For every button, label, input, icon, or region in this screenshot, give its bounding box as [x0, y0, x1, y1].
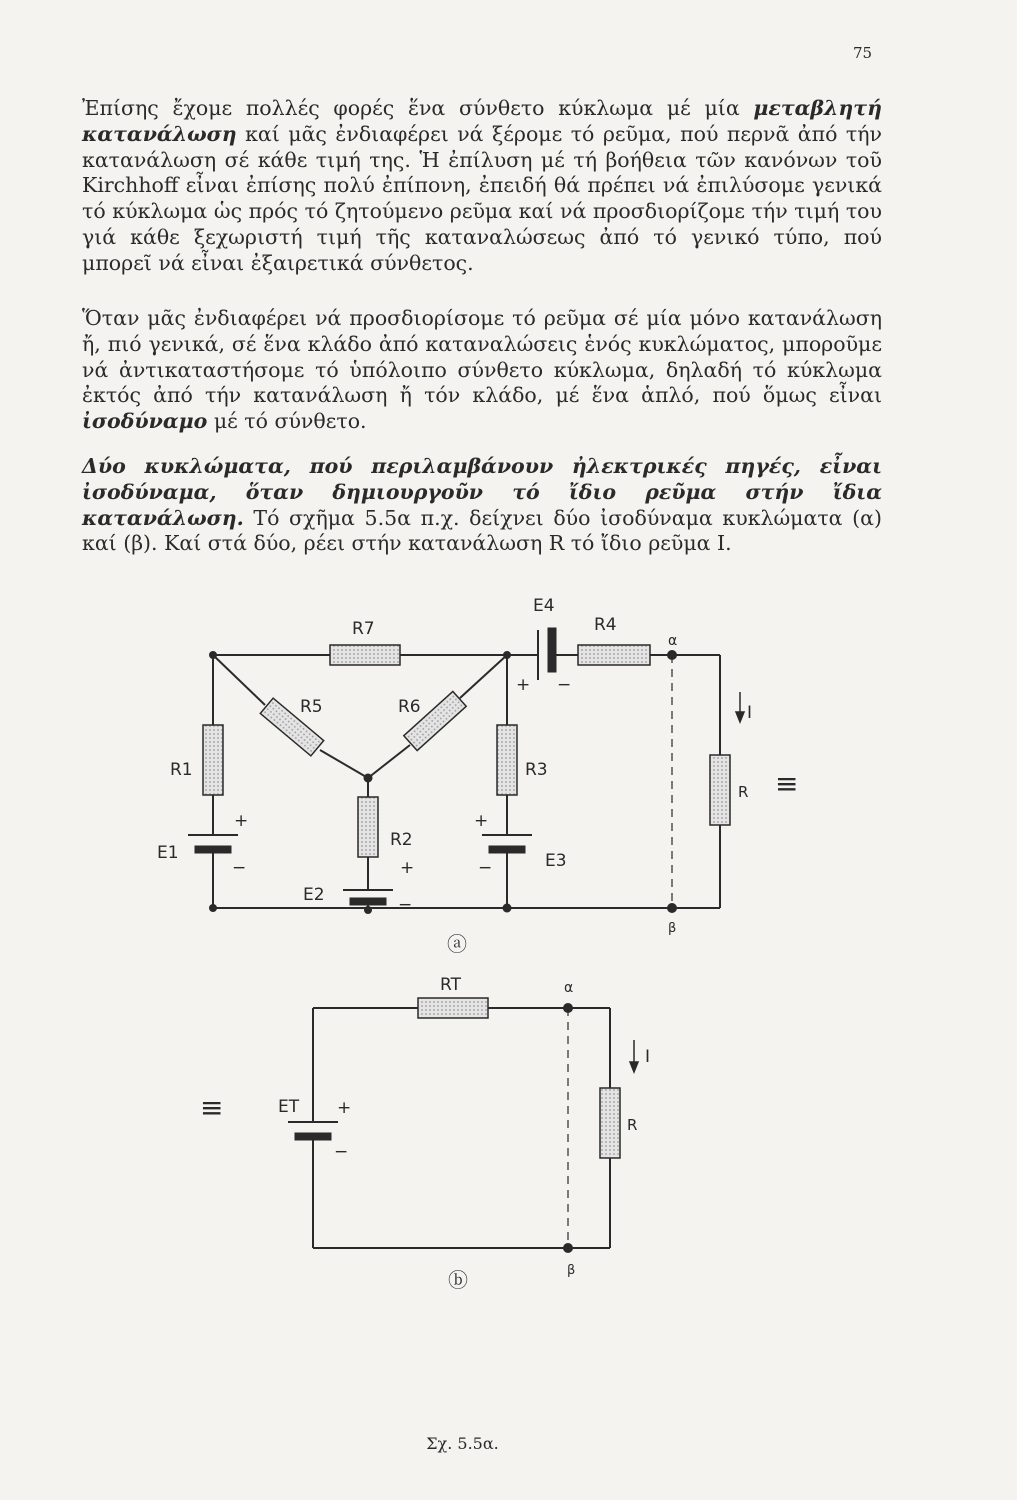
- label-e3: E3: [545, 851, 567, 871]
- page-number: 75: [853, 44, 873, 62]
- circuit-a-wires: [213, 630, 720, 912]
- label-r-load-a: R: [738, 783, 749, 801]
- label-e3-plus: +: [474, 811, 489, 831]
- resistor-r7: [330, 645, 400, 665]
- label-et: ET: [278, 1097, 300, 1117]
- battery-et: [288, 1122, 338, 1140]
- label-et-minus: −: [334, 1142, 349, 1162]
- label-e1-minus: −: [232, 858, 247, 878]
- circuit-a-nodes: [209, 650, 677, 914]
- resistor-r-load-b: [600, 1088, 620, 1158]
- battery-e1-neg: [195, 846, 231, 853]
- label-e2: E2: [303, 885, 325, 905]
- p2-text-c: μέ τό σύνθετο.: [207, 409, 367, 434]
- battery-e4-neg: [548, 628, 556, 672]
- label-r6: R6: [398, 697, 421, 717]
- label-node-b-a: β: [668, 921, 677, 936]
- label-rt: RT: [440, 975, 461, 995]
- p3-definition: Δύο κυκλώματα, πού περιλαμβάνουν ἠλεκτρικές πηγές, εἶναι ἰσοδύναμα, ὅταν δημιουργοῦν τό ἴδιο ρεῦμα στήν ἴδια κατανάλωση.: [82, 454, 882, 530]
- label-node-a-b: α: [564, 980, 574, 996]
- label-e4: E4: [533, 596, 555, 616]
- label-node-b-b: β: [567, 1263, 576, 1278]
- resistor-rt: [418, 998, 488, 1018]
- label-e4-plus: +: [516, 675, 531, 695]
- label-e2-plus: +: [400, 858, 415, 878]
- resistor-r3: [497, 725, 517, 795]
- circuit-b-wires: [313, 1008, 610, 1248]
- label-equiv-a: ≡: [775, 767, 799, 800]
- label-equiv-b: ≡: [200, 1091, 224, 1124]
- label-et-plus: +: [337, 1098, 352, 1118]
- current-arrow-b: [630, 1040, 638, 1072]
- label-r5: R5: [300, 697, 323, 717]
- label-node-a-top: α: [668, 633, 678, 649]
- label-r4: R4: [594, 615, 617, 635]
- resistor-r-load-a: [710, 755, 730, 825]
- label-r1: R1: [170, 760, 193, 780]
- current-arrow-a: [736, 692, 744, 722]
- label-circuit-b: ⓑ: [448, 1268, 468, 1292]
- label-circuit-a: ⓐ: [447, 932, 467, 956]
- p1-emphasis: μεταβλητή κατανάλωση: [82, 96, 882, 146]
- battery-e2-neg: [350, 898, 386, 905]
- resistor-r2: [358, 797, 378, 857]
- label-current-a: I: [747, 703, 753, 723]
- label-e3-minus: −: [478, 858, 493, 878]
- label-e2-minus: −: [398, 895, 413, 915]
- label-current-b: I: [645, 1047, 651, 1067]
- p2-emphasis: ἰσοδύναμο: [82, 409, 208, 434]
- p1-text-c: καί μᾶς ἐνδιαφέρει νά ξέρομε τό ρεῦμα, πού περνᾶ ἀπό τήν κατανάλωση σέ κάθε τιμή της. Ἡ ἐπίλυση μέ τή βοήθεια τῶν κανόνων τοῦ Kirchhoff εἶναι ἐπίσης πολύ ἐπίπονη, ἐπειδή θά πρέπει νά ἐπιλύσομε γενικά τό κύκλωμα ὡς πρός τό ζητούμενο ρεῦμα καί νά προσδιορίζομε τήν τιμή του γιά κάθε ξεχωριστή τιμή τῆς καταναλώσεως ἀπό τό γενικό τύπο, πού μπορεῖ νά εἶναι ἐξαιρετικά σύνθετος.: [82, 121, 882, 275]
- resistor-r4: [578, 645, 650, 665]
- label-r-load-b: R: [627, 1116, 638, 1134]
- battery-e3-neg: [489, 846, 525, 853]
- label-e1-plus: +: [234, 811, 249, 831]
- label-r2: R2: [390, 830, 413, 850]
- p2-text-a: Ὅταν μᾶς ἐνδιαφέρει νά προσδιορίσομε τό ρεῦμα σέ μία μόνο κατανάλωση ἤ, πιό γενικά, σέ ἕνα κλάδο ἀπό καταναλώσεις ἑνός κυκλώματος, μποροῦμε νά ἀντικαταστήσομε τό ὑπόλοιπο σύνθετο κύκλωμα, δηλαδή τό κύκλωμα ἐκτός ἀπό τήν κατανάλωση ἤ τόν κλάδο, μέ ἕνα ἁπλό, πού ὅμως εἶναι: [82, 306, 882, 408]
- p1-text-a: Ἐπίσης ἔχομε πολλές φορές ἕνα σύνθετο κύκλωμα μέ μία: [82, 96, 754, 120]
- label-e1: E1: [157, 843, 179, 863]
- p3-text-b: Τό σχῆμα 5.5α π.χ. δείχνει δύο ἰσοδύναμα κυκλώματα (α) καί (β). Καί στά δύο, ρέει στήν κατανάλωση R τό ἴδιο ρεῦμα I.: [82, 505, 882, 556]
- resistor-r1: [203, 725, 223, 795]
- figure-caption: Σχ. 5.5α.: [426, 1434, 499, 1453]
- label-r3: R3: [525, 760, 548, 780]
- label-e4-minus: −: [557, 675, 572, 695]
- label-r7: R7: [352, 619, 375, 639]
